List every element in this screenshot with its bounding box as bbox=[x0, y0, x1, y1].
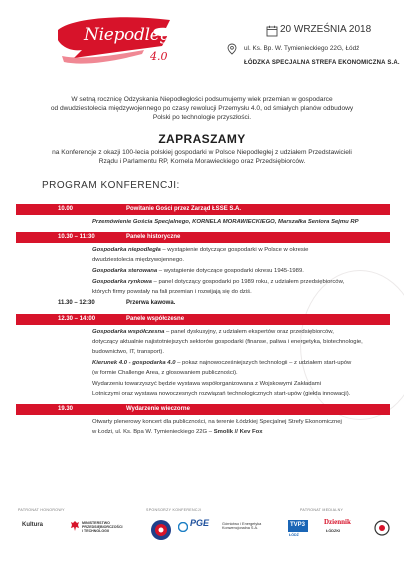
intro-text bbox=[40, 95, 364, 122]
invite-heading: ZAPRASZAMY bbox=[158, 132, 246, 146]
tvp3-logo-text: TVP3 bbox=[290, 522, 306, 528]
logo-title: Niepodległa bbox=[84, 25, 186, 45]
session-body-contemporary bbox=[16, 327, 390, 399]
panel-desc: – panel dyskusyjny, z udziałem ekspertów oraz przedsiębiorców, bbox=[164, 329, 334, 335]
intro-line: Polski po technologie przyszłości. bbox=[152, 114, 252, 121]
program-title: PROGRAM KONFERENCJI: bbox=[42, 180, 180, 191]
ministry-logo bbox=[82, 521, 123, 534]
session-time: 10.00 bbox=[58, 206, 74, 212]
panel-desc: budownictwo, IT, transport). bbox=[92, 349, 165, 355]
panel-desc: – pokaz najnowocześniejszych technologii – z udziałem start-upów bbox=[175, 360, 352, 366]
dziennik-region: ŁÓDZKI bbox=[326, 529, 341, 533]
session-bar-welcome bbox=[16, 204, 390, 215]
ministry-name-line: MINISTERSTWO bbox=[82, 521, 110, 525]
invite-line: Rządu i Parlamentu RP, Kornela Morawieckiego oraz Przedsiębiorców. bbox=[98, 158, 306, 165]
panel-desc: – wystąpienie dotyczące gospodarki w Polsce w okresie bbox=[160, 247, 309, 253]
panel-title: Gospodarka współczesna bbox=[92, 329, 165, 335]
evening-desc: w Łodzi, ul. Ks. Bpa W. Tymienieckiego 22G – bbox=[92, 429, 214, 435]
evening-desc: Otwarty plenerowy koncert dla publiczności, na terenie Łódzkiej Specjalnej Strefy Ekonomicznej bbox=[92, 419, 342, 425]
panel-title: Kierunek 4.0 - gospodarka 4.0 bbox=[92, 360, 176, 366]
panel-title: Gospodarka rynkowa bbox=[92, 279, 152, 285]
pge-symbol-icon bbox=[178, 522, 188, 532]
event-date: 20 WRZEŚNIA 2018 bbox=[280, 24, 372, 35]
session-bar-contemporary bbox=[16, 314, 390, 325]
dziennik-logo: Dziennik bbox=[324, 518, 351, 526]
event-address: ul. Ks. Bp. W. Tymienieckiego 22G, Łódź bbox=[244, 45, 360, 52]
session-bar-evening bbox=[16, 404, 390, 415]
panel-desc: Lotniczymi oraz wystawa nowoczesnych rozwiązań technologicznych start-upów (giełda innowacji). bbox=[92, 391, 351, 397]
session-body-history bbox=[16, 245, 390, 297]
session-time: 11.30 – 12:30 bbox=[58, 300, 95, 306]
session-row-break bbox=[16, 298, 390, 310]
session-label: Powitanie Gości przez Zarząd ŁSSE S.A. bbox=[126, 206, 242, 212]
session-time: 19.30 bbox=[58, 406, 74, 412]
panel-desc: dwudziestolecia międzywojennego. bbox=[92, 257, 185, 263]
ministry-name-line: I TECHNOLOGII bbox=[82, 529, 109, 534]
media-patronage-heading: PATRONAT MEDIALNY bbox=[300, 508, 344, 512]
invite-text bbox=[32, 148, 372, 166]
panel-desc: których firmy powstały na fali przemian i rozwijają się do dziś. bbox=[92, 289, 252, 295]
date-row bbox=[226, 24, 396, 42]
session-label: Wydarzenie wieczorne bbox=[126, 406, 190, 412]
panel-title: Gospodarka sterowana bbox=[92, 268, 158, 274]
session-label: Panele historyczne bbox=[126, 234, 181, 240]
intro-line: W setną rocznicę Odzyskania Niepodległości podsumujemy wiek przemian w gospodarce bbox=[71, 96, 333, 103]
session-body-evening bbox=[16, 417, 390, 437]
special-guest-speech: Przemówienie Gościa Specjalnego, KORNELA MORAWIECKIEGO, Marszałka Seniora Sejmu RP bbox=[92, 219, 359, 225]
sponsors-footer bbox=[0, 508, 404, 564]
event-info bbox=[226, 24, 400, 78]
evening-performers: Smolik // Kev Fox bbox=[213, 429, 263, 435]
pge-subtitle bbox=[222, 522, 261, 531]
polish-eagle-icon bbox=[70, 520, 80, 532]
panel-desc: – wystąpienie dotyczące gospodarki okresu 1945-1989. bbox=[157, 268, 304, 274]
panel-desc: – panel dotyczący gospodarki po 1989 roku, z udziałem przedsiębiorców, bbox=[151, 279, 345, 285]
address-row bbox=[226, 42, 396, 60]
panel-desc: Wydarzeniu towarzyszyć będzie wystawa współorganizowana z Wojskowymi Zakładami bbox=[92, 381, 322, 387]
logo-version: 4.0 bbox=[150, 50, 168, 63]
panel-desc: dotyczący aktualnie najistotniejszych sektorów gospodarki (finanse, paliwa i energetyka, biotechnologie, bbox=[92, 339, 363, 345]
intro-line: od dwudziestolecia międzywojennego po czasy rewolucji Przemysłu 4.0, od śmiałych planów odbudowy bbox=[50, 105, 354, 112]
invite-line: na Konferencje z okazji 100-lecia polskiej gospodarki w Polsce Niepodległej z udziałem Przedstawicieli bbox=[52, 149, 352, 156]
organizer-name: ŁÓDZKA SPECJALNA STREFA EKONOMICZNA S.A. bbox=[244, 60, 400, 66]
program-schedule bbox=[16, 204, 390, 438]
panel-title: Gospodarka niepodległa bbox=[92, 247, 161, 253]
calendar-icon bbox=[266, 25, 278, 37]
kultura-logo: Kultura bbox=[22, 522, 43, 528]
pge-subtitle-line: Konwencjonalna S.A. bbox=[222, 526, 259, 531]
tvp3-logo bbox=[288, 520, 308, 532]
session-time: 12.30 – 14:00 bbox=[58, 316, 96, 322]
tvp3-region: ŁÓDŹ bbox=[289, 533, 299, 537]
ministry-name-line: PRZEDSIĘBIORCZOŚCI bbox=[82, 525, 123, 530]
panel-desc: (w formie Challenge Area, z głosowaniem publiczności). bbox=[92, 370, 238, 376]
pge-subtitle-line: Górnictwo i Energetyka bbox=[222, 522, 262, 526]
organizer-row bbox=[226, 60, 400, 78]
session-time: 10.30 – 11:30 bbox=[58, 234, 95, 240]
round-sponsor-badge-icon bbox=[150, 519, 172, 541]
session-body-welcome bbox=[16, 217, 390, 227]
session-label: Przerwa kawowa. bbox=[126, 300, 176, 306]
honorary-patronage-heading: PATRONAT HONOROWY bbox=[18, 508, 65, 512]
round-media-badge-icon bbox=[374, 520, 390, 536]
location-pin-icon bbox=[226, 43, 238, 55]
pge-logo: PGE bbox=[190, 518, 210, 528]
sponsors-heading: SPONSORZY KONFERENCJI bbox=[146, 508, 202, 512]
session-bar-history bbox=[16, 232, 390, 243]
session-label: Panele współczesne bbox=[126, 316, 185, 322]
niepodlegla-logo bbox=[52, 10, 186, 76]
